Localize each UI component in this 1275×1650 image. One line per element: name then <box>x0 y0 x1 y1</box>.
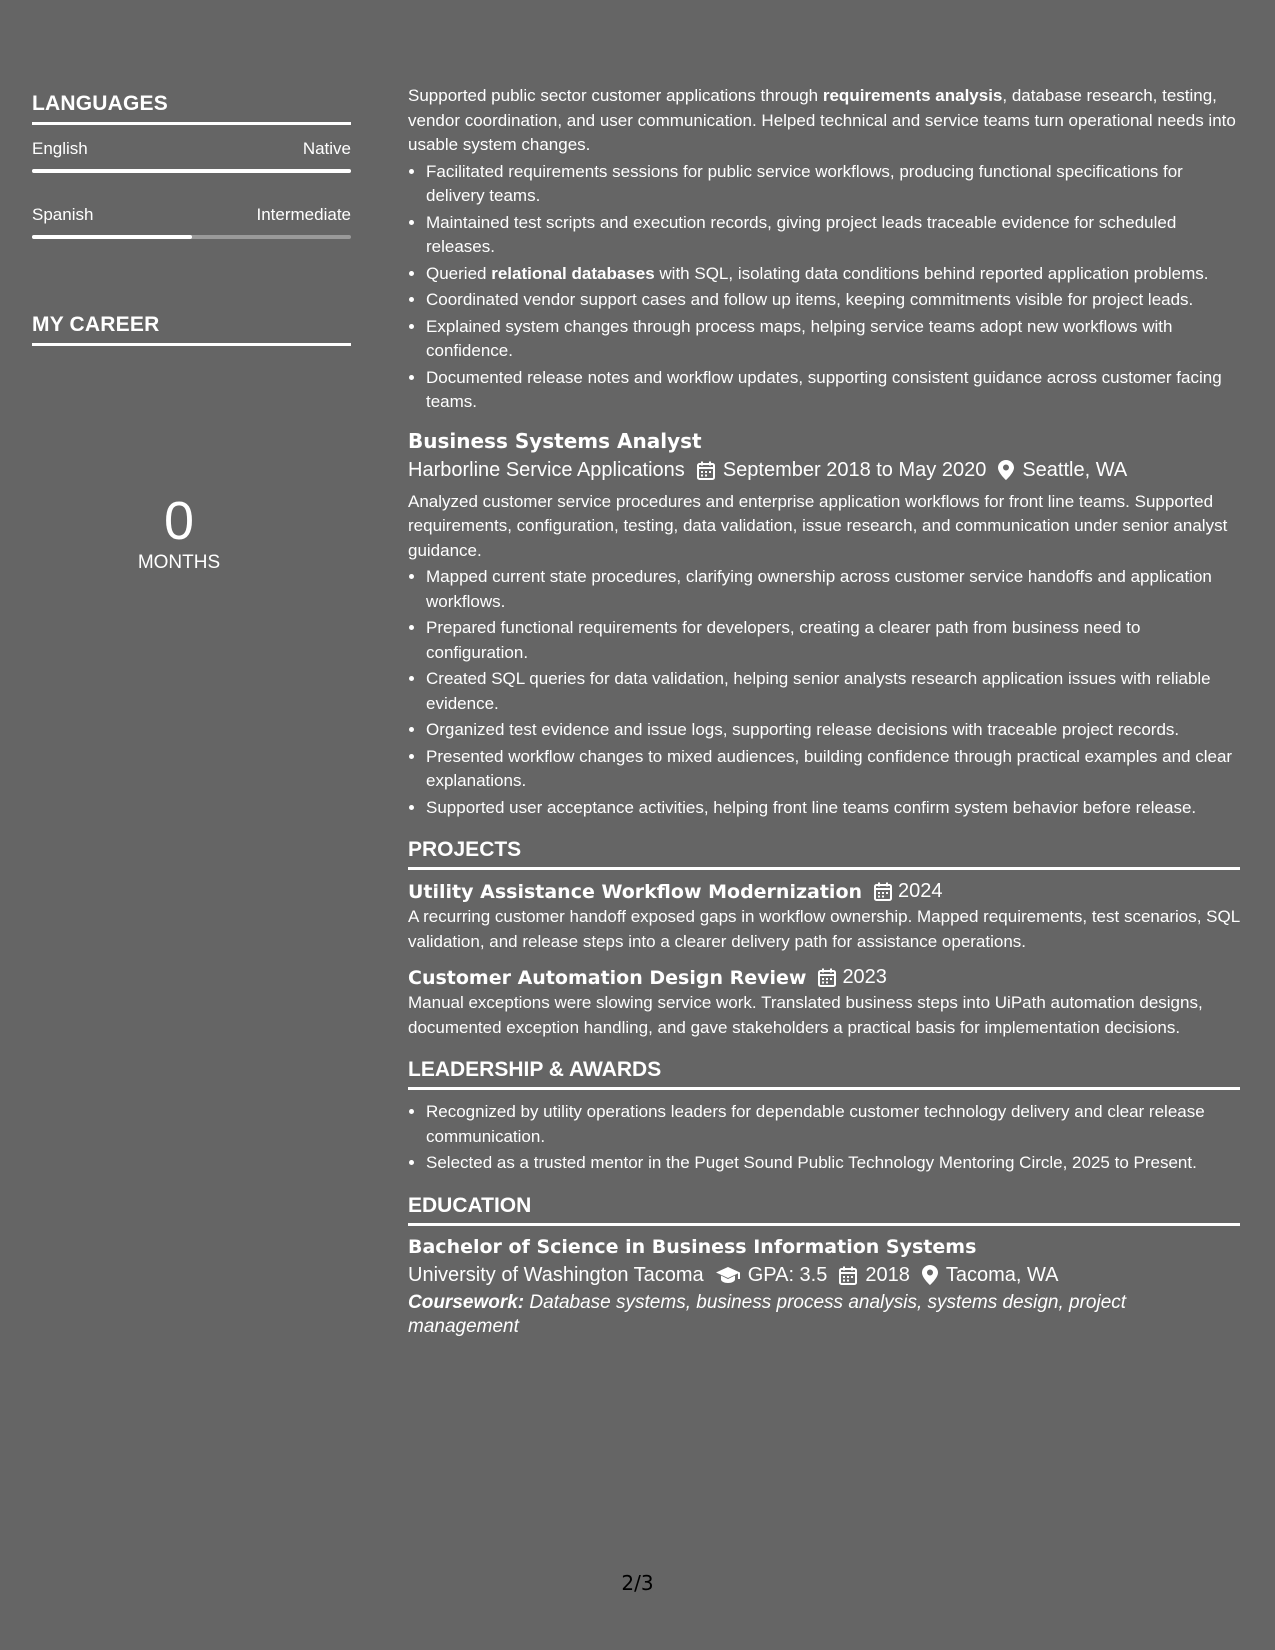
page-number: 2/3 <box>621 1571 654 1595</box>
career-stat <box>32 491 326 574</box>
list-item: • Queried relational databases with SQL, isolating data conditions behind reported application problems. <box>426 262 1240 287</box>
list-item: • Created SQL queries for data validation, helping senior analysts research application issues with reliable evidence. <box>426 667 1240 716</box>
coursework-label: Coursework: <box>408 1291 525 1313</box>
location-pin-icon <box>922 1265 938 1285</box>
job-location: Seattle, WA <box>1022 458 1128 481</box>
calendar-icon <box>697 461 715 480</box>
languages-heading: LANGUAGES <box>32 92 351 125</box>
list-item: • Supported user acceptance activities, helping front line teams confirm system behavior before release. <box>426 796 1240 821</box>
education-heading: EDUCATION <box>408 1194 1240 1226</box>
graduation-cap-icon <box>716 1266 740 1284</box>
list-item: • Facilitated requirements sessions for public service workflows, producing functional specifications for delivery teams. <box>426 160 1240 209</box>
job-bullets <box>408 565 1240 820</box>
list-item: • Organized test evidence and issue logs, supporting release decisions with traceable project records. <box>426 718 1240 743</box>
list-item: • Presented workflow changes to mixed audiences, building confidence through practical examples and clear explanations. <box>426 745 1240 794</box>
list-item: • Prepared functional requirements for developers, creating a clearer path from business need to configuration. <box>426 616 1240 665</box>
job-title: Business Systems Analyst <box>408 428 702 453</box>
list-item: • Documented release notes and workflow updates, supporting consistent guidance across customer facing teams. <box>426 366 1240 415</box>
list-item: • Recognized by utility operations leaders for dependable customer technology delivery and clear release communication. <box>426 1100 1240 1149</box>
calendar-icon <box>818 968 836 987</box>
calendar-icon <box>874 882 892 901</box>
coursework: Coursework: Database systems, business process analysis, systems design, project management <box>408 1291 1127 1337</box>
career-unit: MONTHS <box>137 552 221 573</box>
leadership-list <box>408 1100 1240 1176</box>
school-name: University of Washington Tacoma <box>408 1263 704 1286</box>
calendar-icon <box>839 1266 857 1285</box>
project-title <box>408 966 1240 989</box>
language-bar-english <box>32 169 351 173</box>
leadership-heading: LEADERSHIP & AWARDS <box>408 1058 1240 1090</box>
degree-title: Bachelor of Science in Business Information Systems <box>408 1235 977 1258</box>
keyword-bold: relational databases <box>491 263 655 283</box>
company-name: Harborline Service Applications <box>408 458 685 481</box>
right-column <box>408 84 1240 1339</box>
language-level: Intermediate <box>256 205 351 224</box>
left-column <box>32 92 351 573</box>
keyword-bold: requirements analysis <box>822 86 1003 105</box>
language-name: Spanish <box>32 205 94 224</box>
project-description: Manual exceptions were slowing service work. Translated business steps into UiPath automation designs, documented exception handling, and gave stakeholders a practical basis for implementation decisions. <box>408 993 1203 1037</box>
career-value: 0 <box>163 491 195 551</box>
job-meta <box>408 459 1240 482</box>
job-summary: Supported public sector customer applications through requirements analysis, database research, testing, vendor coordination, and user communication. Helped technical and service teams turn operational needs into usable system changes. <box>408 86 1236 154</box>
language-bar-fill <box>32 169 351 173</box>
language-row-english <box>32 139 351 159</box>
language-bar-spanish <box>32 235 351 239</box>
location-pin-icon <box>998 460 1014 480</box>
language-name: English <box>32 139 88 158</box>
list-item: • Mapped current state procedures, clarifying ownership across customer service handoffs and application workflows. <box>426 565 1240 614</box>
list-item: • Maintained test scripts and execution records, giving project leads traceable evidence for scheduled releases. <box>426 211 1240 260</box>
school-location: Tacoma, WA <box>945 1263 1059 1286</box>
job-bullets <box>408 160 1240 415</box>
project-year: 2023 <box>842 966 887 988</box>
list-item: • Explained system changes through process maps, helping service teams adopt new workflows with confidence. <box>426 315 1240 364</box>
job-summary: Analyzed customer service procedures and enterprise application workflows for front line teams. Supported requirements, configuration, testing, data validation, issue research, and communication under senior analyst guidance. <box>408 491 1228 560</box>
language-bar-fill <box>32 235 192 239</box>
project-name: Customer Automation Design Review <box>408 966 807 989</box>
career-heading: MY CAREER <box>32 313 351 346</box>
project-description: A recurring customer handoff exposed gaps in workflow ownership. Mapped requirements, test scenarios, SQL validation, and release steps into a clearer delivery path for assistance operations. <box>408 907 1240 951</box>
language-row-spanish <box>32 205 351 225</box>
list-item: • Coordinated vendor support cases and follow up items, keeping commitments visible for project leads. <box>426 288 1240 313</box>
project-title <box>408 880 1240 903</box>
projects-heading: PROJECTS <box>408 838 1240 870</box>
education-meta <box>408 1264 1240 1287</box>
graduation-year: 2018 <box>865 1263 910 1286</box>
job-dates: September 2018 to May 2020 <box>722 458 987 481</box>
project-year: 2024 <box>898 880 943 902</box>
gpa: GPA: 3.5 <box>747 1263 828 1286</box>
language-level: Native <box>302 139 351 158</box>
list-item: • Selected as a trusted mentor in the Puget Sound Public Technology Mentoring Circle, 2025 to Present. <box>426 1151 1240 1176</box>
project-name: Utility Assistance Workflow Modernization <box>408 880 863 903</box>
